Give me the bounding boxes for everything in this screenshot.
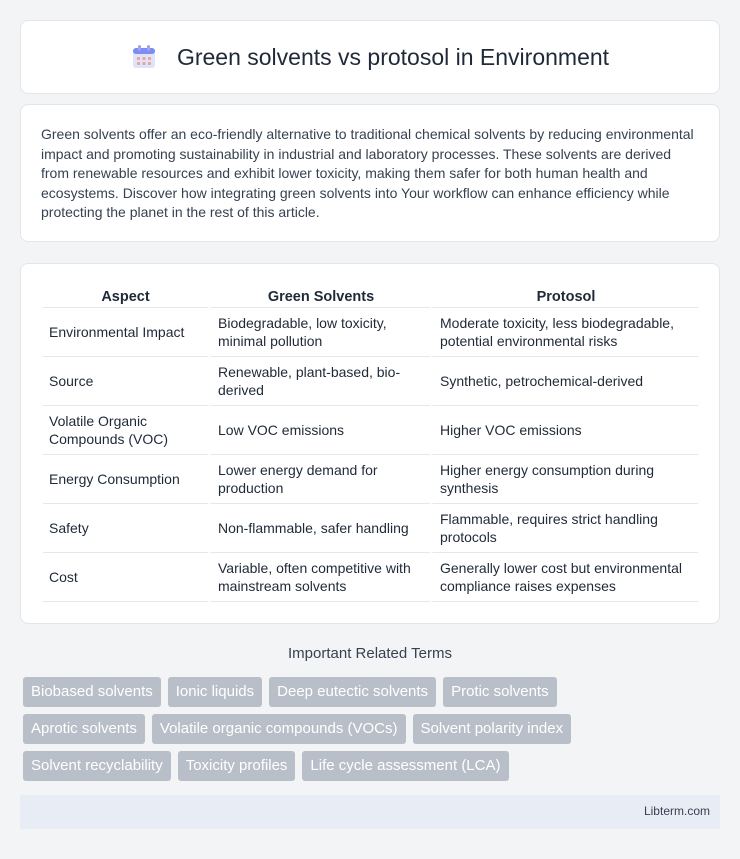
table-cell: Renewable, plant-based, bio-derived xyxy=(208,357,430,406)
table-cell: Volatile Organic Compounds (VOC) xyxy=(43,406,208,455)
table-cell: Higher energy consumption during synthesis xyxy=(430,455,698,504)
header-green-solvents: Green Solvents xyxy=(208,284,430,308)
table-cell: Low VOC emissions xyxy=(208,406,430,455)
table-cell: Cost xyxy=(43,553,208,602)
related-terms-title: Important Related Terms xyxy=(288,645,452,662)
table-cell: Moderate toxicity, less biodegradable, potential environmental risks xyxy=(430,308,698,357)
tag-row xyxy=(23,714,723,744)
page-title: Green solvents vs protosol in Environment xyxy=(176,43,610,70)
tag-row xyxy=(23,677,723,707)
intro-card xyxy=(20,104,720,242)
table-cell: Source xyxy=(43,357,208,406)
comparison-card xyxy=(20,263,720,624)
tag-deep-eutectic-solvents[interactable]: Deep eutectic solvents xyxy=(269,677,436,707)
tag-vocs[interactable]: Volatile organic compounds (VOCs) xyxy=(152,714,406,744)
table-cell: Environmental Impact xyxy=(43,308,208,357)
tag-ionic-liquids[interactable]: Ionic liquids xyxy=(168,677,262,707)
table-cell: Energy Consumption xyxy=(43,455,208,504)
page-header xyxy=(20,20,720,94)
tag-biobased-solvents[interactable]: Biobased solvents xyxy=(23,677,161,707)
table-cell: Generally lower cost but environmental compliance raises expenses xyxy=(430,553,698,602)
header-aspect: Aspect xyxy=(43,284,208,308)
tag-life-cycle-assessment[interactable]: Life cycle assessment (LCA) xyxy=(302,751,508,781)
table-header-row xyxy=(43,284,698,308)
related-terms-list xyxy=(23,677,723,788)
table-cell: Flammable, requires strict handling protocols xyxy=(430,504,698,553)
comparison-table xyxy=(43,284,698,602)
footer xyxy=(20,795,720,829)
tag-solvent-polarity-index[interactable]: Solvent polarity index xyxy=(413,714,572,744)
table-row xyxy=(43,553,698,602)
table-row xyxy=(43,406,698,455)
calendar-icon xyxy=(131,44,157,70)
tag-protic-solvents[interactable]: Protic solvents xyxy=(443,677,557,707)
header-protosol: Protosol xyxy=(430,284,698,308)
tag-solvent-recyclability[interactable]: Solvent recyclability xyxy=(23,751,171,781)
table-row xyxy=(43,357,698,406)
table-cell: Safety xyxy=(43,504,208,553)
tag-row xyxy=(23,751,723,781)
footer-brand-link[interactable]: Libterm.com xyxy=(643,804,710,818)
table-cell: Variable, often competitive with mainstream solvents xyxy=(208,553,430,602)
tag-toxicity-profiles[interactable]: Toxicity profiles xyxy=(178,751,296,781)
table-row xyxy=(43,455,698,504)
table-cell: Non-flammable, safer handling xyxy=(208,504,430,553)
intro-text: Green solvents offer an eco-friendly alternative to traditional chemical solvents by reducing environmental impact and promoting sustainability in industrial and laboratory processes. These solvents are derived from renewable resources and exhibit lower toxicity, making them safer for both human health and ecosystems. Discover how integrating green solvents into Your workflow can enhance efficiency while protecting the planet in the rest of this article. xyxy=(41,126,694,221)
table-cell: Biodegradable, low toxicity, minimal pollution xyxy=(208,308,430,357)
table-cell: Synthetic, petrochemical-derived xyxy=(430,357,698,406)
table-cell: Higher VOC emissions xyxy=(430,406,698,455)
table-row xyxy=(43,504,698,553)
table-cell: Lower energy demand for production xyxy=(208,455,430,504)
table-row xyxy=(43,308,698,357)
tag-aprotic-solvents[interactable]: Aprotic solvents xyxy=(23,714,145,744)
